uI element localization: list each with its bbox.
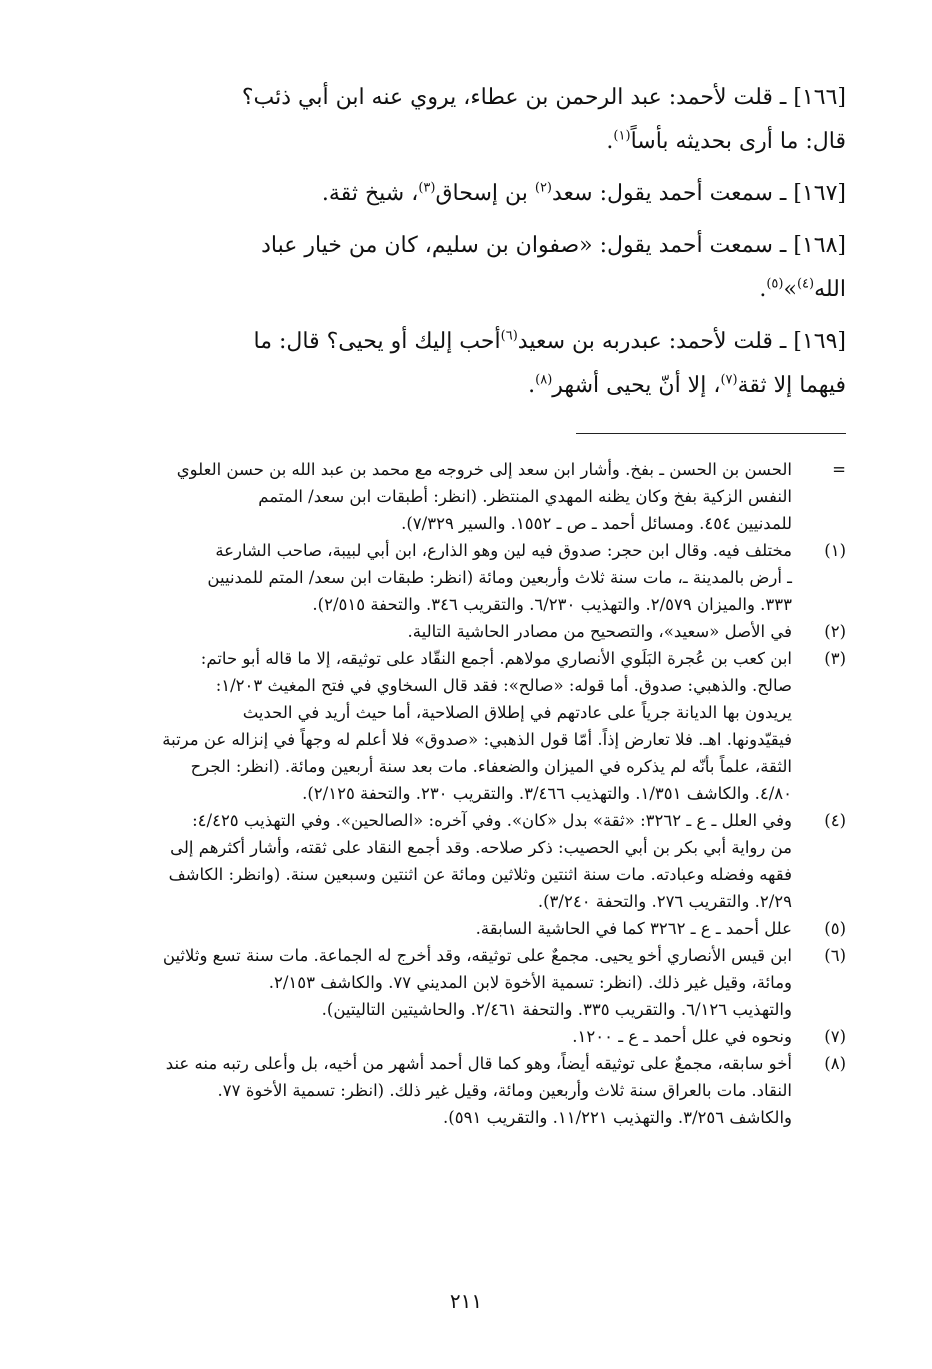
footnote-line: النقاد. مات بالعراق سنة ثلاث وأربعين ومائة، وقيل غير ذلك. (انظر: تسمية الأخوة ٧٧.	[217, 1081, 792, 1100]
footnote-4	[92, 807, 846, 915]
text-line	[92, 320, 846, 364]
footnote-ref: (٦)	[500, 328, 518, 344]
text-segment: [١٦٩] ـ قلت لأحمد: عبدربه بن سعيد	[517, 329, 846, 354]
text-line: [١٦٦] ـ قلت لأحمد: عبد الرحمن بن عطاء، يروي عنه ابن أبي ذئب؟	[241, 85, 846, 110]
footnotes	[92, 456, 846, 1131]
footnote-line: وفي العلل ـ ع ـ ٣٢٦٢: «ثقة» بدل «كان». وفي آخره: «الصالحين». وفي التهذيب ٤/٤٢٥:	[192, 811, 792, 830]
footnote-number: (٨)	[824, 1054, 846, 1073]
footnote-line: مختلف فيه. وقال ابن حجر: صدوق فيه لين وهو الذارع، ابن أبي لبيبة، صاحب الشارعة	[215, 541, 792, 560]
entry-166	[92, 76, 846, 164]
footnote-line: النفس الزكية بفخ وكان يظنه المهدي المنتظر. (انظر: أطبقات ابن سعد/ المتمم	[258, 487, 792, 506]
text-segment: الله	[814, 277, 846, 302]
footnote-ref: (٥)	[766, 276, 784, 292]
text-line	[92, 120, 846, 164]
text-segment: »	[783, 277, 797, 302]
footnote-line: ٣٣٣. والميزان ٢/٥٧٩. والتهذيب ٦/٢٣٠. والتقريب ٣٤٦. والتحفة ٢/٥١٥).	[312, 595, 792, 614]
footnote-8	[92, 1050, 846, 1131]
text-segment: أحب إليك أو يحيى؟ قال: ما	[253, 329, 501, 354]
text-line	[92, 364, 846, 408]
text-segment: .	[606, 129, 614, 154]
footnote-line: أخو سابقه، مجمعٌ على توثيقه أيضاً، وهو كما قال أحمد أشهر من أخيه، بل وأعلى رتبه منه عند	[165, 1054, 792, 1073]
footnote-continued	[92, 456, 846, 537]
footnote-6	[92, 942, 846, 1023]
text-segment: ، إلا أنّ يحيى أشهر	[552, 373, 721, 398]
footnote-line: يريدون بها الديانة جرياً على عادتهم في إطلاق الصلاحية، أما حيث أريد في الحديث	[242, 703, 792, 722]
footnote-line: ونحوه في علل أحمد ـ ع ـ ١٢٠٠.	[572, 1027, 792, 1046]
text-segment: .	[759, 277, 767, 302]
footnote-7	[92, 1023, 846, 1050]
text-segment: ، شيخ ثقة.	[321, 181, 419, 206]
text-segment: [١٦٧] ـ سمعت أحمد يقول: سعد	[552, 181, 846, 206]
footnote-line: من رواية أبي بكر بن أبي الحصيب: ذكر صلاحه. وقد أجمع النقاد على ثقته، وأشار أكثرهم إلى	[170, 838, 792, 857]
footnote-line: صالح. والذهبي: صدوق. أما قوله: «صالح»: فقد قال السخاوي في فتح المغيث ١/٢٠٣:	[215, 676, 792, 695]
footnote-number: (٣)	[824, 649, 846, 668]
footnote-number: (٧)	[824, 1027, 846, 1046]
footnote-line: الحسن بن الحسن ـ بفخ. وأشار ابن سعد إلى خروجه مع محمد بن عبد الله بن حسن العلوي	[176, 460, 792, 479]
footnote-ref: (٢)	[534, 180, 552, 196]
text-segment: قال: ما أرى بحديثه بأساً	[630, 129, 846, 154]
footnote-ref: (٤)	[796, 276, 815, 292]
footnote-ref: (٧)	[720, 372, 738, 388]
entry-169	[92, 320, 846, 408]
footnote-line: فيقيّدونها. اهـ. فلا تعارض إذاً. أمّا قول الذهبي: «صدوق» فلا أعلم له وجهاً في إنزاله عن مرتبة	[162, 730, 792, 749]
main-text	[92, 76, 846, 416]
entry-168	[92, 224, 846, 312]
footnote-line: والكاشف ٣/٢٥٦. والتهذيب ١١/٢٢١. والتقريب ٥٩١).	[443, 1108, 792, 1127]
footnote-number: (٥)	[824, 919, 846, 938]
text-line	[92, 268, 846, 312]
footnote-1	[92, 537, 846, 618]
text-segment: فيهما إلا ثقة	[737, 373, 846, 398]
text-line	[92, 172, 846, 216]
footnote-2	[92, 618, 846, 645]
footnote-number: =	[832, 460, 846, 479]
page-number: ٢١١	[449, 1289, 483, 1313]
footnote-line: علل أحمد ـ ع ـ ٣٢٦٢ كما في الحاشية السابقة.	[475, 919, 792, 938]
footnote-number: (٢)	[824, 622, 846, 641]
footnote-line: ومائة، وقيل غير ذلك. (انظر: تسمية الأخوة لابن المديني ٧٧. والكاشف ٢/١٥٣.	[268, 973, 792, 992]
footnote-ref: (٣)	[418, 180, 436, 196]
footnote-number: (٤)	[824, 811, 846, 830]
footnote-ref: (١)	[613, 128, 631, 144]
footnote-line: في الأصل «سعيد»، والتصحيح من مصادر الحاشية التالية.	[407, 622, 792, 641]
text-line: [١٦٨] ـ سمعت أحمد يقول: «صفوان بن سليم، كان من خيار عباد	[261, 233, 846, 258]
footnote-3	[92, 645, 846, 807]
text-segment: .	[528, 373, 536, 398]
footnote-line: ابن قيس الأنصاري أخو يحيى. مجمعٌ على توثيقه، وقد أخرج له الجماعة. مات سنة تسع وثلاثين	[162, 946, 792, 965]
footnote-number: (١)	[824, 541, 846, 560]
footnote-5	[92, 915, 846, 942]
footnote-line: الثقة، علماً بأنّه لم يذكره في الميزان والضعفاء. مات بعد سنة أربعين ومائة. (انظر: الجرح	[190, 757, 792, 776]
text-segment: بن إسحاق	[435, 181, 535, 206]
footnote-line: فقهه وفضله وعبادته. مات سنة اثنتين وثلاثين ومائة عن اثنتين وسبعين سنة. (وانظر: الكاشف	[168, 865, 792, 884]
footnote-number: (٦)	[824, 946, 846, 965]
entry-167	[92, 172, 846, 216]
footnote-line: والتهذيب ٦/١٢٦. والتقريب ٣٣٥. والتحفة ٢/٤٦١. والحاشيتين التاليتين).	[321, 1000, 792, 1019]
footnote-line: ـ أرض بالمدينة ـ، مات سنة ثلاث وأربعين ومائة (انظر: طبقات ابن سعد/ المتم للمدنيين	[207, 568, 792, 587]
footnote-line: للمدنيين ٤٥٤. ومسائل أحمد ـ ص ـ ١٥٥٢. والسير ٧/٣٢٩).	[401, 514, 792, 533]
footnote-line: ابن كعب بن عُجرة البَلَوي الأنصاري مولاهم. أجمع النقّاد على توثيقه، إلا ما قاله أبو حاتم:	[200, 649, 792, 668]
footnote-line: ٤/٨٠. والكاشف ١/٣٥١. والتهذيب ٣/٤٦٦. والتقريب ٢٣٠. والتحفة ٢/١٢٥).	[302, 784, 792, 803]
footnote-divider	[576, 433, 846, 434]
footnote-line: ٢/٢٩. والتقريب ٢٧٦. والتحفة ٣/٢٤٠).	[537, 892, 792, 911]
footnote-ref: (٨)	[535, 372, 553, 388]
